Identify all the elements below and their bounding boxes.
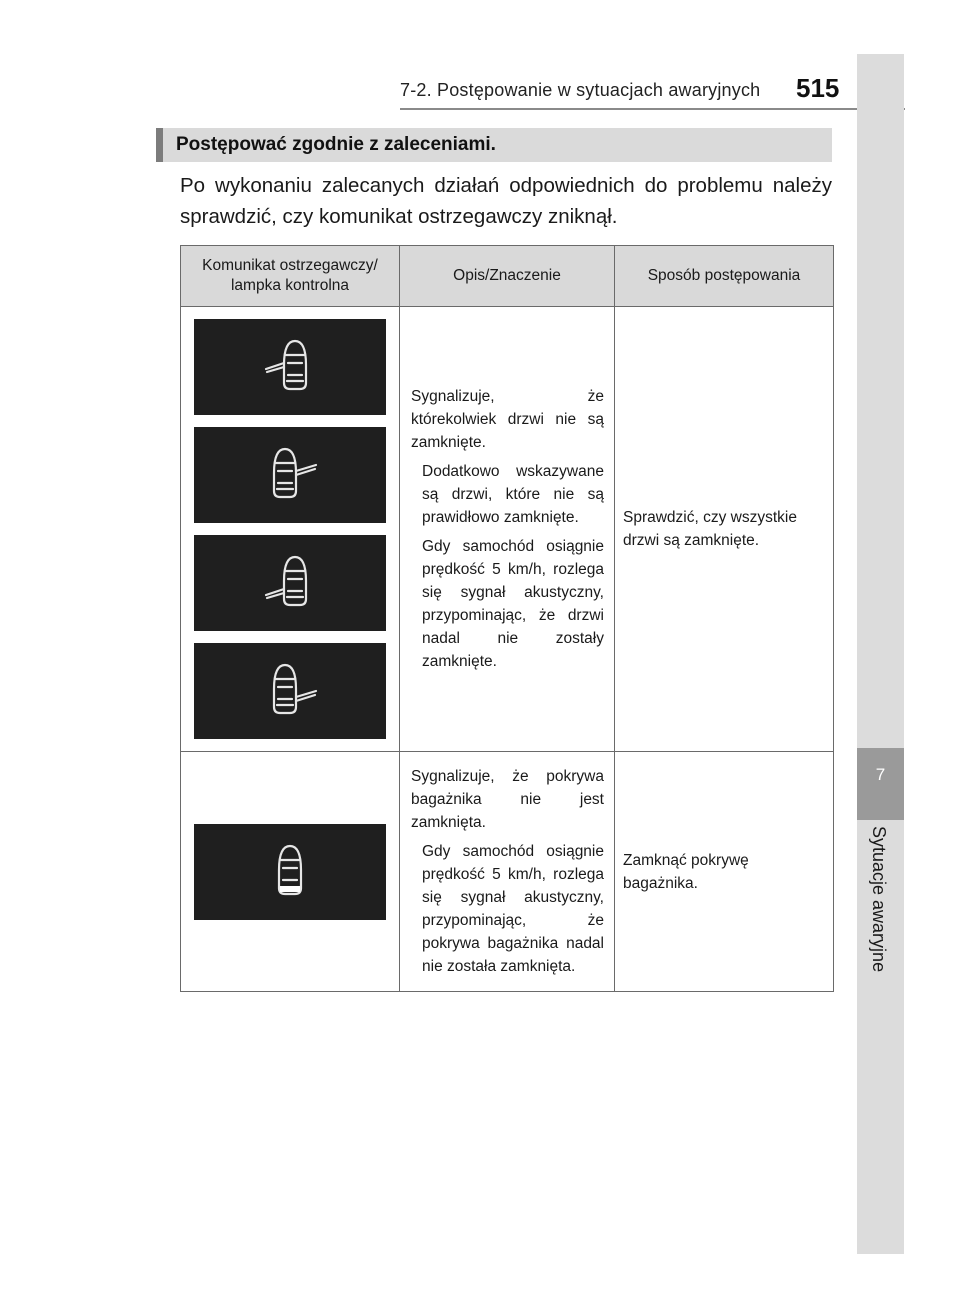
description-cell-doors: [400, 307, 615, 752]
warning-table: [180, 245, 834, 992]
intro-paragraph: Po wykonaniu zalecanych działań odpowiednich do problemu należy sprawdzić, czy komunikat ostrzegawczy zniknął.: [180, 174, 832, 228]
instruction-banner: [156, 128, 832, 162]
door-open-front-left-icon: [194, 319, 386, 415]
description-cell-trunk: [400, 752, 615, 992]
icon-cell-trunk: [181, 752, 400, 992]
header-description: Opis/Znaczenie: [400, 246, 615, 307]
description-text: Sygnalizuje, że którekolwiek drzwi nie są zamknięte.: [411, 388, 604, 451]
description-note: Gdy samochód osiągnie prędkość 5 km/h, rozlega się sygnał akustyczny, przypominając, że drzwi nadal nie zostały zamknięte.: [422, 538, 604, 670]
door-open-rear-right-icon: [194, 643, 386, 739]
trunk-open-icon: [194, 824, 386, 920]
header-warning-message: Komunikat ostrzegawczy/ lampka kontrolna: [181, 246, 400, 307]
description-note: Dodatkowo wskazywane są drzwi, które nie są prawidłowo zamknięte.: [422, 463, 604, 526]
action-cell-doors: Sprawdzić, czy wszystkie drzwi są zamknięte.: [615, 307, 834, 752]
table-row: [181, 307, 834, 752]
action-cell-trunk: Zamknąć pokrywę bagażnika.: [615, 752, 834, 992]
section-title: 7-2. Postępowanie w sytuacjach awaryjnych: [400, 80, 761, 100]
chapter-label: Sytuacje awaryjne: [869, 826, 889, 973]
page-header: [0, 0, 960, 112]
description-note: Gdy samochód osiągnie prędkość 5 km/h, rozlega się sygnał akustyczny, przypominając, że pokrywa bagażnika nadal nie została zamknięta.: [422, 843, 604, 975]
banner-accent-bar: [156, 128, 163, 162]
table-header-row: [181, 246, 834, 307]
icon-cell-doors: [181, 307, 400, 752]
banner-title: Postępować zgodnie z zaleceniami.: [176, 134, 496, 155]
header-rule: [400, 108, 905, 110]
chapter-number: 7: [875, 765, 886, 784]
description-text: Sygnalizuje, że pokrywa bagażnika nie jest zamknięta.: [411, 768, 604, 831]
table-row: [181, 752, 834, 992]
header-action: Sposób postępowania: [615, 246, 834, 307]
door-open-rear-left-icon: [194, 535, 386, 631]
chapter-side-tab: [857, 54, 904, 1254]
door-open-front-right-icon: [194, 427, 386, 523]
page-number: 515: [796, 73, 840, 103]
